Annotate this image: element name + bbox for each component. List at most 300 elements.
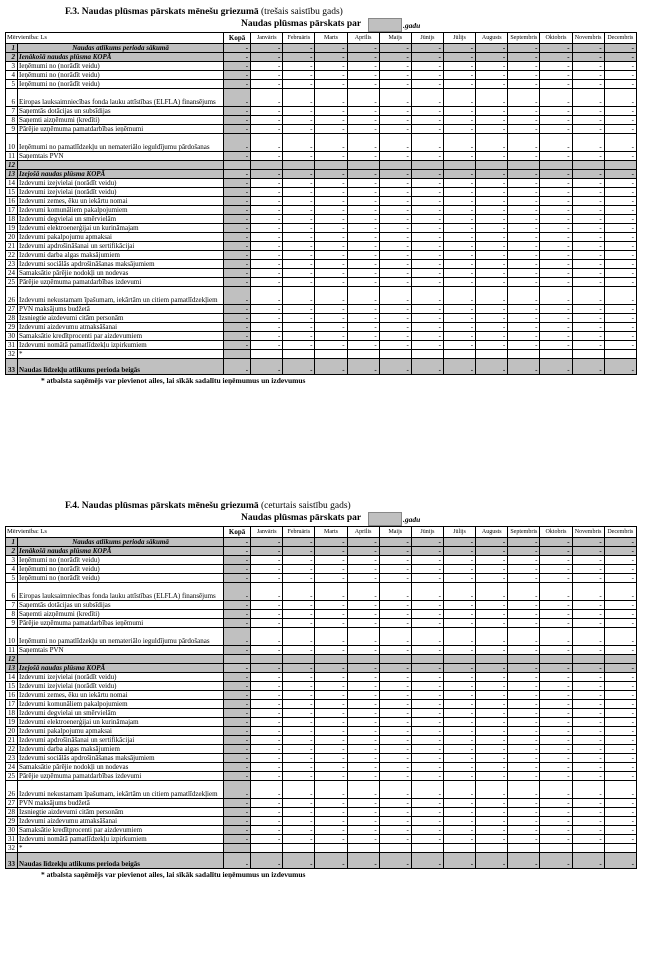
month-value-cell[interactable]: - — [540, 817, 572, 826]
total-value-cell[interactable]: - — [224, 736, 251, 745]
month-value-cell[interactable]: - — [604, 736, 636, 745]
month-value-cell[interactable]: - — [347, 179, 379, 188]
month-value-cell[interactable]: - — [443, 170, 475, 179]
month-value-cell[interactable]: - — [379, 152, 411, 161]
month-value-cell[interactable]: - — [283, 700, 315, 709]
month-value-cell[interactable]: - — [251, 664, 283, 673]
month-value-cell[interactable]: - — [443, 628, 475, 646]
month-value-cell[interactable]: - — [443, 278, 475, 287]
month-value-cell[interactable]: - — [251, 287, 283, 305]
month-value-cell[interactable]: - — [315, 62, 347, 71]
month-value-cell[interactable]: - — [604, 188, 636, 197]
month-value-cell[interactable]: - — [508, 89, 540, 107]
month-value-cell[interactable]: - — [443, 583, 475, 601]
month-value-cell[interactable]: - — [411, 188, 443, 197]
month-value-cell[interactable]: - — [540, 673, 572, 682]
month-value-cell[interactable]: - — [540, 610, 572, 619]
month-value-cell[interactable]: - — [572, 727, 604, 736]
month-value-cell[interactable]: - — [508, 125, 540, 134]
month-value-cell[interactable]: - — [251, 772, 283, 781]
month-value-cell[interactable] — [572, 655, 604, 664]
month-value-cell[interactable]: - — [411, 323, 443, 332]
month-value-cell[interactable]: - — [315, 197, 347, 206]
month-value-cell[interactable]: - — [251, 314, 283, 323]
total-value-cell[interactable]: - — [224, 565, 251, 574]
month-value-cell[interactable]: - — [315, 556, 347, 565]
month-value-cell[interactable]: - — [379, 170, 411, 179]
month-value-cell[interactable]: - — [251, 170, 283, 179]
month-value-cell[interactable]: - — [476, 80, 508, 89]
total-value-cell[interactable] — [224, 844, 251, 853]
month-value-cell[interactable]: - — [411, 799, 443, 808]
month-value-cell[interactable] — [540, 655, 572, 664]
month-value-cell[interactable]: - — [508, 700, 540, 709]
month-value-cell[interactable]: - — [251, 781, 283, 799]
month-value-cell[interactable]: - — [251, 359, 283, 375]
month-value-cell[interactable]: - — [411, 305, 443, 314]
month-value-cell[interactable]: - — [347, 799, 379, 808]
month-value-cell[interactable]: - — [508, 242, 540, 251]
total-value-cell[interactable]: - — [224, 808, 251, 817]
month-value-cell[interactable]: - — [347, 44, 379, 53]
month-value-cell[interactable]: - — [572, 772, 604, 781]
month-value-cell[interactable]: - — [379, 269, 411, 278]
month-value-cell[interactable]: - — [283, 53, 315, 62]
month-value-cell[interactable]: - — [476, 826, 508, 835]
month-value-cell[interactable]: - — [540, 107, 572, 116]
month-value-cell[interactable]: - — [540, 664, 572, 673]
month-value-cell[interactable]: - — [572, 610, 604, 619]
month-value-cell[interactable]: - — [283, 736, 315, 745]
month-value-cell[interactable]: - — [347, 278, 379, 287]
month-value-cell[interactable]: - — [251, 628, 283, 646]
month-value-cell[interactable] — [476, 350, 508, 359]
month-value-cell[interactable]: - — [347, 80, 379, 89]
month-value-cell[interactable]: - — [540, 736, 572, 745]
month-value-cell[interactable]: - — [347, 754, 379, 763]
total-value-cell[interactable]: - — [224, 673, 251, 682]
month-value-cell[interactable]: - — [251, 763, 283, 772]
month-value-cell[interactable]: - — [508, 646, 540, 655]
month-value-cell[interactable]: - — [476, 682, 508, 691]
month-value-cell[interactable]: - — [283, 80, 315, 89]
month-value-cell[interactable]: - — [443, 745, 475, 754]
month-value-cell[interactable]: - — [572, 53, 604, 62]
month-value-cell[interactable]: - — [315, 44, 347, 53]
total-value-cell[interactable]: - — [224, 170, 251, 179]
month-value-cell[interactable]: - — [572, 170, 604, 179]
month-value-cell[interactable]: - — [283, 278, 315, 287]
month-value-cell[interactable]: - — [347, 251, 379, 260]
month-value-cell[interactable]: - — [283, 242, 315, 251]
month-value-cell[interactable]: - — [508, 71, 540, 80]
month-value-cell[interactable]: - — [315, 134, 347, 152]
month-value-cell[interactable]: - — [283, 71, 315, 80]
month-value-cell[interactable]: - — [540, 718, 572, 727]
month-value-cell[interactable]: - — [283, 817, 315, 826]
month-value-cell[interactable]: - — [540, 44, 572, 53]
month-value-cell[interactable]: - — [347, 359, 379, 375]
month-value-cell[interactable]: - — [476, 646, 508, 655]
month-value-cell[interactable]: - — [251, 673, 283, 682]
month-value-cell[interactable]: - — [251, 547, 283, 556]
month-value-cell[interactable]: - — [540, 754, 572, 763]
month-value-cell[interactable]: - — [379, 341, 411, 350]
month-value-cell[interactable]: - — [411, 610, 443, 619]
month-value-cell[interactable]: - — [476, 323, 508, 332]
total-value-cell[interactable]: - — [224, 152, 251, 161]
month-value-cell[interactable]: - — [283, 610, 315, 619]
month-value-cell[interactable]: - — [443, 781, 475, 799]
month-value-cell[interactable]: - — [379, 835, 411, 844]
month-value-cell[interactable]: - — [379, 826, 411, 835]
month-value-cell[interactable] — [251, 844, 283, 853]
month-value-cell[interactable]: - — [283, 233, 315, 242]
month-value-cell[interactable]: - — [604, 305, 636, 314]
month-value-cell[interactable]: - — [379, 224, 411, 233]
month-value-cell[interactable]: - — [251, 574, 283, 583]
month-value-cell[interactable]: - — [604, 233, 636, 242]
month-value-cell[interactable]: - — [508, 808, 540, 817]
month-value-cell[interactable]: - — [251, 269, 283, 278]
month-value-cell[interactable]: - — [251, 233, 283, 242]
month-value-cell[interactable]: - — [411, 215, 443, 224]
month-value-cell[interactable]: - — [604, 278, 636, 287]
month-value-cell[interactable]: - — [476, 116, 508, 125]
month-value-cell[interactable]: - — [251, 799, 283, 808]
month-value-cell[interactable]: - — [379, 89, 411, 107]
month-value-cell[interactable]: - — [411, 251, 443, 260]
month-value-cell[interactable]: - — [572, 134, 604, 152]
month-value-cell[interactable]: - — [411, 682, 443, 691]
month-value-cell[interactable]: - — [379, 691, 411, 700]
month-value-cell[interactable]: - — [476, 206, 508, 215]
month-value-cell[interactable]: - — [283, 619, 315, 628]
month-value-cell[interactable]: - — [379, 646, 411, 655]
total-value-cell[interactable]: - — [224, 305, 251, 314]
month-value-cell[interactable]: - — [315, 53, 347, 62]
month-value-cell[interactable]: - — [315, 71, 347, 80]
month-value-cell[interactable]: - — [379, 206, 411, 215]
month-value-cell[interactable]: - — [604, 80, 636, 89]
month-value-cell[interactable]: - — [604, 538, 636, 547]
month-value-cell[interactable]: - — [283, 835, 315, 844]
month-value-cell[interactable]: - — [572, 826, 604, 835]
total-value-cell[interactable]: - — [224, 583, 251, 601]
month-value-cell[interactable]: - — [604, 287, 636, 305]
month-value-cell[interactable]: - — [604, 565, 636, 574]
month-value-cell[interactable]: - — [508, 601, 540, 610]
month-value-cell[interactable]: - — [411, 853, 443, 869]
month-value-cell[interactable]: - — [572, 574, 604, 583]
month-value-cell[interactable]: - — [443, 53, 475, 62]
month-value-cell[interactable]: - — [251, 682, 283, 691]
month-value-cell[interactable]: - — [476, 754, 508, 763]
month-value-cell[interactable]: - — [604, 242, 636, 251]
month-value-cell[interactable] — [379, 161, 411, 170]
month-value-cell[interactable]: - — [283, 287, 315, 305]
total-value-cell[interactable]: - — [224, 134, 251, 152]
month-value-cell[interactable]: - — [411, 826, 443, 835]
month-value-cell[interactable]: - — [251, 718, 283, 727]
month-value-cell[interactable]: - — [411, 134, 443, 152]
month-value-cell[interactable]: - — [604, 799, 636, 808]
month-value-cell[interactable]: - — [443, 188, 475, 197]
month-value-cell[interactable]: - — [476, 808, 508, 817]
month-value-cell[interactable]: - — [411, 53, 443, 62]
month-value-cell[interactable]: - — [572, 278, 604, 287]
total-value-cell[interactable]: - — [224, 62, 251, 71]
month-value-cell[interactable]: - — [443, 763, 475, 772]
month-value-cell[interactable] — [476, 844, 508, 853]
month-value-cell[interactable]: - — [251, 179, 283, 188]
month-value-cell[interactable]: - — [604, 628, 636, 646]
total-value-cell[interactable]: - — [224, 853, 251, 869]
month-value-cell[interactable]: - — [251, 817, 283, 826]
total-value-cell[interactable]: - — [224, 224, 251, 233]
month-value-cell[interactable]: - — [283, 62, 315, 71]
month-value-cell[interactable]: - — [508, 538, 540, 547]
month-value-cell[interactable]: - — [476, 251, 508, 260]
month-value-cell[interactable] — [251, 350, 283, 359]
month-value-cell[interactable]: - — [411, 538, 443, 547]
month-value-cell[interactable]: - — [604, 269, 636, 278]
month-value-cell[interactable] — [251, 655, 283, 664]
month-value-cell[interactable]: - — [315, 107, 347, 116]
month-value-cell[interactable]: - — [443, 206, 475, 215]
month-value-cell[interactable]: - — [476, 152, 508, 161]
month-value-cell[interactable] — [443, 161, 475, 170]
total-value-cell[interactable]: - — [224, 260, 251, 269]
month-value-cell[interactable]: - — [572, 691, 604, 700]
month-value-cell[interactable]: - — [283, 673, 315, 682]
month-value-cell[interactable]: - — [315, 781, 347, 799]
month-value-cell[interactable]: - — [347, 170, 379, 179]
month-value-cell[interactable]: - — [443, 574, 475, 583]
month-value-cell[interactable]: - — [251, 62, 283, 71]
month-value-cell[interactable]: - — [572, 89, 604, 107]
month-value-cell[interactable] — [315, 655, 347, 664]
month-value-cell[interactable]: - — [251, 215, 283, 224]
month-value-cell[interactable] — [540, 161, 572, 170]
month-value-cell[interactable]: - — [508, 188, 540, 197]
month-value-cell[interactable]: - — [443, 682, 475, 691]
month-value-cell[interactable]: - — [540, 709, 572, 718]
month-value-cell[interactable]: - — [411, 664, 443, 673]
month-value-cell[interactable]: - — [379, 601, 411, 610]
month-value-cell[interactable]: - — [379, 700, 411, 709]
month-value-cell[interactable]: - — [604, 332, 636, 341]
month-value-cell[interactable]: - — [604, 323, 636, 332]
month-value-cell[interactable]: - — [604, 808, 636, 817]
month-value-cell[interactable]: - — [347, 287, 379, 305]
month-value-cell[interactable]: - — [508, 574, 540, 583]
month-value-cell[interactable]: - — [379, 305, 411, 314]
month-value-cell[interactable]: - — [315, 700, 347, 709]
month-value-cell[interactable]: - — [379, 736, 411, 745]
month-value-cell[interactable]: - — [540, 305, 572, 314]
total-value-cell[interactable]: - — [224, 547, 251, 556]
month-value-cell[interactable]: - — [508, 332, 540, 341]
month-value-cell[interactable]: - — [540, 341, 572, 350]
total-value-cell[interactable]: - — [224, 691, 251, 700]
month-value-cell[interactable]: - — [443, 251, 475, 260]
month-value-cell[interactable]: - — [379, 727, 411, 736]
month-value-cell[interactable]: - — [540, 601, 572, 610]
month-value-cell[interactable]: - — [251, 646, 283, 655]
month-value-cell[interactable]: - — [315, 601, 347, 610]
month-value-cell[interactable]: - — [315, 224, 347, 233]
month-value-cell[interactable]: - — [347, 817, 379, 826]
month-value-cell[interactable]: - — [443, 242, 475, 251]
month-value-cell[interactable] — [572, 161, 604, 170]
month-value-cell[interactable]: - — [443, 323, 475, 332]
month-value-cell[interactable]: - — [540, 71, 572, 80]
month-value-cell[interactable]: - — [251, 826, 283, 835]
month-value-cell[interactable]: - — [347, 547, 379, 556]
month-value-cell[interactable]: - — [315, 251, 347, 260]
month-value-cell[interactable]: - — [347, 682, 379, 691]
month-value-cell[interactable]: - — [283, 359, 315, 375]
month-value-cell[interactable]: - — [572, 556, 604, 565]
month-value-cell[interactable]: - — [251, 691, 283, 700]
month-value-cell[interactable]: - — [347, 628, 379, 646]
month-value-cell[interactable]: - — [476, 853, 508, 869]
month-value-cell[interactable]: - — [443, 754, 475, 763]
month-value-cell[interactable]: - — [540, 215, 572, 224]
total-value-cell[interactable]: - — [224, 179, 251, 188]
total-value-cell[interactable]: - — [224, 700, 251, 709]
month-value-cell[interactable]: - — [251, 71, 283, 80]
month-value-cell[interactable]: - — [476, 332, 508, 341]
month-value-cell[interactable]: - — [283, 556, 315, 565]
month-value-cell[interactable]: - — [315, 826, 347, 835]
month-value-cell[interactable]: - — [540, 682, 572, 691]
month-value-cell[interactable]: - — [443, 71, 475, 80]
month-value-cell[interactable]: - — [572, 71, 604, 80]
month-value-cell[interactable]: - — [347, 673, 379, 682]
month-value-cell[interactable]: - — [540, 242, 572, 251]
month-value-cell[interactable]: - — [476, 664, 508, 673]
month-value-cell[interactable]: - — [251, 278, 283, 287]
month-value-cell[interactable]: - — [347, 808, 379, 817]
month-value-cell[interactable]: - — [411, 89, 443, 107]
month-value-cell[interactable]: - — [315, 736, 347, 745]
total-value-cell[interactable]: - — [224, 125, 251, 134]
month-value-cell[interactable]: - — [283, 709, 315, 718]
month-value-cell[interactable]: - — [572, 125, 604, 134]
total-value-cell[interactable]: - — [224, 107, 251, 116]
month-value-cell[interactable]: - — [476, 125, 508, 134]
month-value-cell[interactable]: - — [347, 700, 379, 709]
total-value-cell[interactable]: - — [224, 188, 251, 197]
month-value-cell[interactable]: - — [379, 619, 411, 628]
month-value-cell[interactable]: - — [315, 664, 347, 673]
month-value-cell[interactable]: - — [443, 224, 475, 233]
month-value-cell[interactable]: - — [443, 179, 475, 188]
total-value-cell[interactable]: - — [224, 754, 251, 763]
month-value-cell[interactable]: - — [443, 835, 475, 844]
month-value-cell[interactable]: - — [476, 170, 508, 179]
month-value-cell[interactable]: - — [604, 547, 636, 556]
month-value-cell[interactable]: - — [476, 610, 508, 619]
month-value-cell[interactable]: - — [604, 170, 636, 179]
month-value-cell[interactable]: - — [508, 853, 540, 869]
month-value-cell[interactable]: - — [347, 332, 379, 341]
month-value-cell[interactable]: - — [411, 547, 443, 556]
month-value-cell[interactable]: - — [379, 314, 411, 323]
month-value-cell[interactable]: - — [508, 107, 540, 116]
month-value-cell[interactable]: - — [283, 745, 315, 754]
month-value-cell[interactable]: - — [315, 242, 347, 251]
month-value-cell[interactable]: - — [443, 673, 475, 682]
month-value-cell[interactable]: - — [411, 619, 443, 628]
month-value-cell[interactable]: - — [572, 242, 604, 251]
month-value-cell[interactable]: - — [315, 152, 347, 161]
month-value-cell[interactable]: - — [443, 547, 475, 556]
month-value-cell[interactable]: - — [443, 853, 475, 869]
month-value-cell[interactable]: - — [379, 754, 411, 763]
month-value-cell[interactable]: - — [251, 835, 283, 844]
month-value-cell[interactable]: - — [347, 619, 379, 628]
month-value-cell[interactable]: - — [379, 682, 411, 691]
month-value-cell[interactable]: - — [572, 718, 604, 727]
month-value-cell[interactable]: - — [347, 107, 379, 116]
month-value-cell[interactable] — [508, 161, 540, 170]
month-value-cell[interactable]: - — [443, 799, 475, 808]
month-value-cell[interactable]: - — [315, 772, 347, 781]
month-value-cell[interactable]: - — [347, 224, 379, 233]
month-value-cell[interactable]: - — [540, 188, 572, 197]
month-value-cell[interactable] — [251, 161, 283, 170]
month-value-cell[interactable] — [347, 350, 379, 359]
month-value-cell[interactable]: - — [411, 808, 443, 817]
total-value-cell[interactable]: - — [224, 619, 251, 628]
month-value-cell[interactable]: - — [572, 673, 604, 682]
total-value-cell[interactable]: - — [224, 682, 251, 691]
month-value-cell[interactable]: - — [604, 745, 636, 754]
total-value-cell[interactable]: - — [224, 781, 251, 799]
total-value-cell[interactable]: - — [224, 314, 251, 323]
total-value-cell[interactable] — [224, 655, 251, 664]
month-value-cell[interactable]: - — [443, 556, 475, 565]
month-value-cell[interactable]: - — [476, 817, 508, 826]
month-value-cell[interactable]: - — [476, 727, 508, 736]
month-value-cell[interactable]: - — [443, 619, 475, 628]
month-value-cell[interactable]: - — [476, 188, 508, 197]
month-value-cell[interactable]: - — [347, 188, 379, 197]
month-value-cell[interactable]: - — [508, 278, 540, 287]
month-value-cell[interactable]: - — [476, 62, 508, 71]
month-value-cell[interactable]: - — [347, 745, 379, 754]
month-value-cell[interactable]: - — [604, 853, 636, 869]
month-value-cell[interactable]: - — [411, 107, 443, 116]
month-value-cell[interactable]: - — [251, 745, 283, 754]
month-value-cell[interactable]: - — [315, 341, 347, 350]
month-value-cell[interactable]: - — [411, 709, 443, 718]
month-value-cell[interactable]: - — [572, 547, 604, 556]
month-value-cell[interactable]: - — [411, 278, 443, 287]
month-value-cell[interactable]: - — [347, 197, 379, 206]
month-value-cell[interactable]: - — [347, 664, 379, 673]
month-value-cell[interactable]: - — [347, 233, 379, 242]
month-value-cell[interactable]: - — [572, 188, 604, 197]
month-value-cell[interactable]: - — [540, 179, 572, 188]
month-value-cell[interactable]: - — [540, 80, 572, 89]
month-value-cell[interactable]: - — [379, 565, 411, 574]
month-value-cell[interactable]: - — [443, 808, 475, 817]
total-value-cell[interactable]: - — [224, 610, 251, 619]
